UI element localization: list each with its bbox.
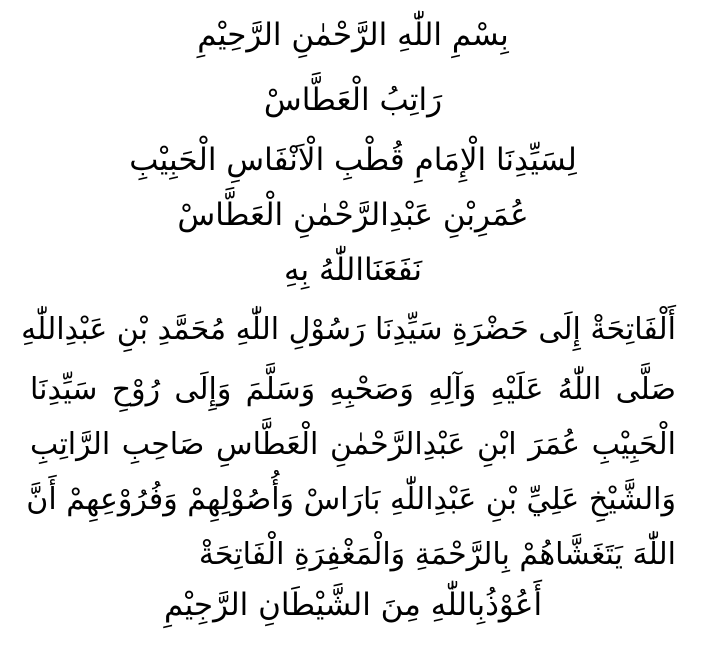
taawwudh-line: أَعُوْذُبِاللّٰهِ مِنَ الشَّيْطَانِ الرَّجِيْمِ [163, 587, 543, 623]
body-line-5: اللّٰهَ يَتَغَشَّاهُمْ بِالرَّحْمَةِ وَالْمَغْفِرَةِ الْفَاتِحَةْ [198, 537, 676, 572]
body-line-1: أَلْفَاتِحَةْ إِلَى حَضْرَةِ سَيِّدِنَا رَسُوْلِ اللّٰهِ مُحَمَّدِ بْنِ عَبْدِاللّٰهِ [21, 312, 676, 347]
habib-name-line: عُمَرِبْنِ عَبْدِالرَّحْمٰنِ الْعَطَّاسْ [177, 197, 529, 233]
basmala-line: بِسْمِ اللّٰهِ الرَّحْمٰنِ الرَّحِيْمِ [197, 17, 509, 53]
imam-line: لِسَيِّدِنَا الْإِمَامِ قُطْبِ الْاَنْفَاسِ الْحَبِيْبِ [129, 142, 577, 178]
body-line-4: وَالشَّيْخِ عَلِيِّ بْنِ عَبْدِاللّٰهِ بَارَاسْ وَأُصُوْلِهِمْ وَفُرُوْعِهِمْ أَنَّ [26, 482, 676, 517]
body-line-2: صَلَّى اللّٰهُ عَلَيْهِ وَآلِهِ وَصَحْبِهِ وَسَلَّمَ وَإِلَى رُوْحِ سَيِّدِنَا [30, 372, 676, 407]
body-line-3: الْحَبِيْبِ عُمَرَ ابْنِ عَبْدِالرَّحْمٰنِ الْعَطَّاسِ صَاحِبِ الرَّاتِبِ [30, 427, 676, 462]
ratib-title: رَاتِبُ الْعَطَّاسْ [263, 82, 443, 118]
dua-line: نَفَعَنَااللّٰهُ بِهِ [283, 252, 423, 288]
